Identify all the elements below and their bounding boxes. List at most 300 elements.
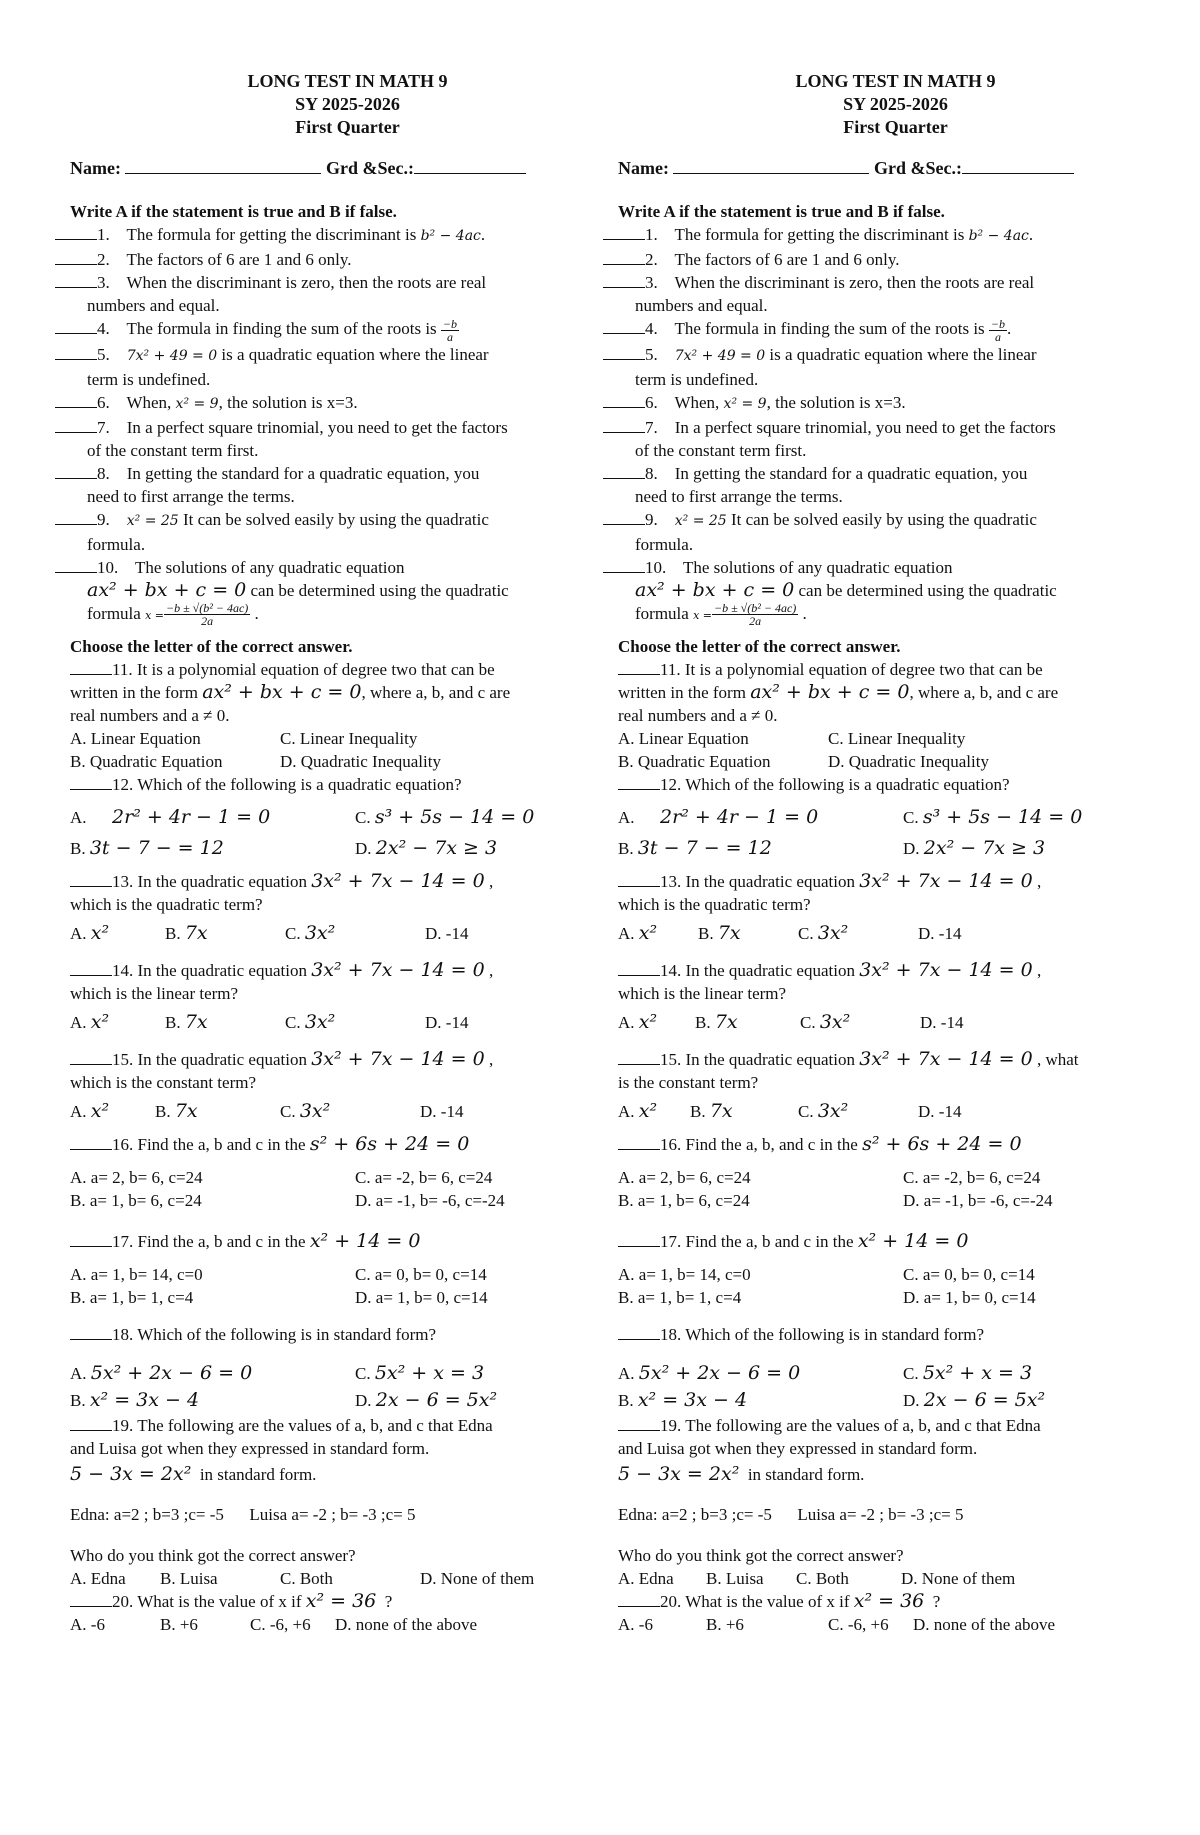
- option-b[interactable]: [155, 1100, 280, 1123]
- item-text: The formula for getting the discriminant is: [126, 225, 417, 244]
- option-c[interactable]: C. a= -2, b= 6, c=24: [355, 1168, 493, 1188]
- item-number: 19.: [112, 1416, 134, 1436]
- option-c[interactable]: [903, 802, 1148, 833]
- item-number: 1.: [645, 225, 658, 244]
- option-b[interactable]: B. Luisa: [706, 1569, 764, 1589]
- answer-blank[interactable]: [618, 961, 660, 976]
- math-expr: 7x: [184, 922, 208, 945]
- item-text: Which of the following is in standard form?: [685, 1325, 985, 1345]
- item-number: 17.: [660, 1232, 682, 1252]
- answer-blank[interactable]: [603, 418, 645, 433]
- option-a[interactable]: A. a= 1, b= 14, c=0: [70, 1265, 203, 1285]
- item-text: Find the a, b, and c in the: [685, 1135, 858, 1155]
- item-text: ,: [488, 961, 494, 981]
- option-c[interactable]: [285, 922, 425, 945]
- q17: [618, 1230, 1148, 1309]
- item-number: 13.: [112, 872, 134, 892]
- item-3-cont: numbers and equal.: [635, 296, 768, 315]
- name-label: Name:: [70, 158, 121, 178]
- q11: [70, 658, 600, 773]
- item-text: is the constant term?: [618, 1073, 759, 1093]
- item-text: It is a polynomial equation of degree two that can be: [684, 660, 1043, 680]
- math-expr: 3x² + 7x − 14 = 0: [311, 1048, 485, 1071]
- fraction-numerator: −b ± √(b² − 4ac): [166, 601, 249, 616]
- item-2: [603, 248, 1148, 271]
- option-label: A.: [618, 1364, 635, 1384]
- q17: [70, 1230, 600, 1309]
- q14: [618, 959, 1148, 1034]
- answer-blank[interactable]: [603, 345, 645, 360]
- math-expr: 3x²: [304, 1011, 336, 1034]
- part1-items: [55, 223, 600, 627]
- item-5: [603, 343, 1148, 368]
- option-text: -14: [445, 1013, 469, 1033]
- item-text: In a perfect square trinomial, you need to get the factors: [674, 417, 1056, 437]
- answer-blank[interactable]: [70, 1135, 112, 1150]
- test-copy-right: [618, 0, 1148, 1636]
- item-text: The following are the values of a, b, and c that Edna: [685, 1416, 1041, 1436]
- item-text: formula: [635, 603, 689, 623]
- math-expr: 5x² + x = 3: [374, 1362, 485, 1385]
- item-text: It can be solved easily by using the quadratic: [182, 509, 489, 529]
- item-number: 3.: [97, 273, 110, 292]
- item-9: [603, 508, 1148, 533]
- grade-blank[interactable]: [962, 157, 1074, 174]
- item-number: 18.: [660, 1325, 682, 1345]
- option-c[interactable]: C. Both: [280, 1569, 333, 1589]
- option-b[interactable]: [690, 1100, 798, 1123]
- option-label: A.: [618, 924, 635, 944]
- answer-blank[interactable]: [70, 961, 112, 976]
- answer-blank[interactable]: [603, 225, 645, 240]
- answer-blank[interactable]: [55, 345, 97, 360]
- item-number: 8.: [645, 463, 658, 483]
- option-d[interactable]: D. a= -1, b= -6, c=-24: [903, 1191, 1053, 1211]
- item-text: ?: [932, 1592, 941, 1612]
- math-expr: x² = 9: [175, 395, 219, 412]
- option-a[interactable]: A. a= 1, b= 14, c=0: [618, 1265, 751, 1285]
- option-c[interactable]: [798, 922, 918, 945]
- item-text: Which of the following is in standard form?: [137, 1325, 437, 1345]
- item-6: [603, 391, 1148, 416]
- item-text: , what: [1036, 1050, 1079, 1070]
- item-text: can be determined using the quadratic: [250, 580, 509, 600]
- part1-instruction: Write A if the statement is true and B if false.: [618, 202, 945, 221]
- option-c[interactable]: C. -6, +6: [250, 1615, 311, 1635]
- item-text: in standard form.: [747, 1465, 865, 1485]
- item-number: 3.: [645, 273, 658, 292]
- q13: [618, 870, 1148, 945]
- option-a[interactable]: [70, 1360, 355, 1387]
- option-d[interactable]: D. none of the above: [913, 1615, 1056, 1635]
- option-b[interactable]: B. a= 1, b= 6, c=24: [618, 1191, 750, 1211]
- math-expr: ax² + bx + c = 0: [635, 578, 795, 601]
- option-text: -14: [938, 924, 962, 944]
- option-a[interactable]: A. Edna: [618, 1569, 674, 1589]
- answer-blank[interactable]: [603, 464, 645, 479]
- item-6: [55, 391, 600, 416]
- item-text: When,: [674, 392, 720, 412]
- option-c[interactable]: [355, 1360, 600, 1387]
- item-number: 11.: [660, 660, 681, 680]
- math-expr: 5x² + 2x − 6 = 0: [638, 1362, 801, 1385]
- item-9-cont: formula.: [87, 534, 146, 554]
- option-c[interactable]: C. Both: [796, 1569, 849, 1589]
- item-text: , where a, b, and c are: [361, 683, 511, 703]
- option-a[interactable]: [618, 1011, 695, 1034]
- item-8: [55, 462, 600, 485]
- option-label: C.: [798, 1102, 814, 1122]
- math-expr: 7x: [184, 1011, 208, 1034]
- answer-blank[interactable]: [70, 872, 112, 887]
- fraction: [989, 318, 1007, 343]
- answer-blank[interactable]: [55, 510, 97, 525]
- answer-blank[interactable]: [55, 273, 97, 288]
- item-2: [55, 248, 600, 271]
- fraction: [441, 318, 459, 343]
- option-a[interactable]: [618, 802, 903, 833]
- option-b[interactable]: B. Quadratic Equation: [70, 752, 223, 772]
- option-a[interactable]: A. -6: [618, 1615, 653, 1635]
- part1-instruction: Write A if the statement is true and B if false.: [70, 202, 397, 221]
- answer-blank[interactable]: [70, 1232, 112, 1247]
- item-8: [603, 462, 1148, 485]
- item-text: The following are the values of a, b, and c that Edna: [137, 1416, 493, 1436]
- option-b[interactable]: B. +6: [160, 1615, 198, 1635]
- math-expr: x²: [638, 922, 658, 945]
- item-3-cont: numbers and equal.: [87, 296, 220, 315]
- name-blank[interactable]: [125, 157, 321, 174]
- answer-blank[interactable]: [603, 393, 645, 408]
- option-label: D.: [903, 1391, 920, 1411]
- q19: [70, 1414, 600, 1590]
- item-text: .: [480, 225, 486, 244]
- option-label: C.: [355, 1364, 371, 1384]
- option-label: D.: [425, 1013, 442, 1033]
- option-b[interactable]: B. Quadratic Equation: [618, 752, 771, 772]
- option-a[interactable]: A. -6: [70, 1615, 105, 1635]
- math-expr: 2x − 6 = 5x²: [375, 1389, 498, 1412]
- test-copy-left: [70, 0, 600, 1636]
- q19: [618, 1414, 1148, 1590]
- item-text: What is the value of x if: [137, 1592, 302, 1612]
- answer-blank[interactable]: [70, 1416, 112, 1431]
- item-text: .: [1028, 225, 1034, 244]
- option-c[interactable]: [798, 1100, 918, 1123]
- math-expr: 2r² + 4r − 1 = 0: [112, 806, 271, 829]
- option-b[interactable]: B. a= 1, b= 1, c=4: [70, 1288, 194, 1308]
- math-expr: 3x²: [817, 922, 849, 945]
- option-b[interactable]: B. +6: [706, 1615, 744, 1635]
- option-label: A.: [70, 1364, 87, 1384]
- option-b[interactable]: [165, 922, 285, 945]
- answer-blank[interactable]: [55, 250, 97, 265]
- option-c[interactable]: C. a= 0, b= 0, c=14: [903, 1265, 1035, 1285]
- math-expr: 3t − 7 − = 12: [89, 837, 224, 860]
- item-9-cont: formula.: [635, 534, 694, 554]
- item-text: In the quadratic equation: [137, 872, 307, 892]
- answer-blank[interactable]: [618, 775, 660, 790]
- option-text: -14: [938, 1102, 962, 1122]
- grade-label: Grd &Sec.:: [873, 158, 962, 178]
- math-expr: 3x² + 7x − 14 = 0: [311, 959, 485, 982]
- school-year: SY 2025-2026: [295, 94, 400, 114]
- option-d[interactable]: [918, 922, 1093, 945]
- option-label: C.: [285, 924, 301, 944]
- option-d[interactable]: D. None of them: [901, 1569, 1016, 1589]
- option-b[interactable]: [695, 1011, 800, 1034]
- answer-blank[interactable]: [603, 273, 645, 288]
- math-expr: x²: [90, 1100, 110, 1123]
- item-text: Which of the following is a quadratic equation?: [137, 775, 462, 795]
- item-text: It can be solved easily by using the quadratic: [730, 509, 1037, 529]
- option-b[interactable]: [70, 1387, 355, 1414]
- option-b[interactable]: [165, 1011, 285, 1034]
- option-d[interactable]: D. a= 1, b= 0, c=14: [903, 1288, 1036, 1308]
- option-label: A.: [70, 1013, 87, 1033]
- item-number: 17.: [112, 1232, 134, 1252]
- option-a[interactable]: A. a= 2, b= 6, c=24: [70, 1168, 203, 1188]
- item-text: and Luisa got when they expressed in standard form.: [70, 1439, 430, 1459]
- option-a[interactable]: [70, 922, 165, 945]
- grade-blank[interactable]: [414, 157, 526, 174]
- item-9: [55, 508, 600, 533]
- answer-blank[interactable]: [55, 464, 97, 479]
- name-label: Name:: [618, 158, 669, 178]
- answer-blank[interactable]: [70, 775, 112, 790]
- option-d[interactable]: [920, 1011, 1095, 1034]
- option-d[interactable]: [355, 833, 600, 864]
- option-d[interactable]: D. Quadratic Inequality: [280, 752, 441, 772]
- math-expr: b² − 4ac: [420, 228, 481, 244]
- option-b[interactable]: [698, 922, 798, 945]
- item-text: It is a polynomial equation of degree two that can be: [136, 660, 495, 680]
- answer-blank[interactable]: [603, 558, 645, 573]
- q14: [70, 959, 600, 1034]
- answer-blank[interactable]: [70, 1050, 112, 1065]
- answer-blank[interactable]: [55, 225, 97, 240]
- option-b[interactable]: B. Luisa: [160, 1569, 218, 1589]
- answer-blank[interactable]: [618, 1416, 660, 1431]
- math-expr: 7x² + 49 = 0: [674, 347, 766, 364]
- answer-blank[interactable]: [618, 1325, 660, 1340]
- option-a[interactable]: [618, 1360, 903, 1387]
- item-text: In a perfect square trinomial, you need to get the factors: [126, 417, 508, 437]
- answer-blank[interactable]: [618, 660, 660, 675]
- option-d[interactable]: [420, 1100, 600, 1123]
- grade-label: Grd &Sec.:: [325, 158, 414, 178]
- item-10: [55, 556, 600, 579]
- answer-blank[interactable]: [618, 1050, 660, 1065]
- item-number: 12.: [112, 775, 134, 795]
- item-text: The formula in finding the sum of the roots is: [126, 319, 437, 338]
- option-label: C.: [903, 808, 919, 828]
- option-label: C.: [285, 1013, 301, 1033]
- option-a[interactable]: [70, 802, 355, 833]
- option-b[interactable]: B. a= 1, b= 1, c=4: [618, 1288, 742, 1308]
- part2-instruction: Choose the letter of the correct answer.: [70, 637, 353, 657]
- option-text: -14: [440, 1102, 464, 1122]
- math-expr: x² = 3x − 4: [89, 1389, 200, 1412]
- answer-blank[interactable]: [70, 660, 112, 675]
- item-number: 20.: [112, 1592, 134, 1612]
- option-label: A.: [70, 808, 87, 828]
- option-c[interactable]: [285, 1011, 425, 1034]
- item-text: When the discriminant is zero, then the roots are real: [126, 273, 487, 292]
- item-5-cont: term is undefined.: [87, 369, 211, 389]
- option-a[interactable]: A. Linear Equation: [618, 729, 749, 749]
- option-d[interactable]: D. None of them: [420, 1569, 535, 1589]
- option-d[interactable]: [918, 1100, 1098, 1123]
- item-number: 9.: [645, 509, 658, 529]
- item-number: 16.: [112, 1135, 134, 1155]
- math-expr: ax² + bx + c = 0: [750, 681, 910, 704]
- option-d[interactable]: [903, 833, 1148, 864]
- option-c[interactable]: [355, 802, 600, 833]
- option-d[interactable]: D. none of the above: [335, 1615, 478, 1635]
- math-expr: 3t − 7 − = 12: [637, 837, 772, 860]
- option-d[interactable]: [425, 1011, 600, 1034]
- item-10-cont: [55, 579, 600, 602]
- answer-blank[interactable]: [70, 1592, 112, 1607]
- option-a[interactable]: A. a= 2, b= 6, c=24: [618, 1168, 751, 1188]
- math-expr: x² = 36: [305, 1590, 377, 1613]
- option-b[interactable]: B. a= 1, b= 6, c=24: [70, 1191, 202, 1211]
- q16: [618, 1133, 1148, 1212]
- option-label: D.: [355, 839, 372, 859]
- name-row: [618, 157, 1148, 180]
- option-c[interactable]: [800, 1011, 920, 1034]
- option-a[interactable]: [618, 1100, 690, 1123]
- option-c[interactable]: [280, 1100, 420, 1123]
- item-7-cont: of the constant term first.: [87, 440, 259, 460]
- item-number: 2.: [645, 250, 658, 269]
- option-d[interactable]: D. a= -1, b= -6, c=-24: [355, 1191, 505, 1211]
- option-c[interactable]: C. Linear Inequality: [280, 729, 418, 749]
- item-3: [55, 271, 600, 294]
- option-c[interactable]: C. Linear Inequality: [828, 729, 966, 749]
- item-number: 1.: [97, 225, 110, 244]
- option-d[interactable]: [355, 1387, 600, 1414]
- item-text: , the solution is x=3.: [218, 392, 358, 412]
- answer-blank[interactable]: [603, 319, 645, 334]
- answer-blank[interactable]: [55, 558, 97, 573]
- math-expr: 7x² + 49 = 0: [126, 347, 218, 364]
- answer-blank[interactable]: [55, 393, 97, 408]
- math-expr: 3x² + 7x − 14 = 0: [859, 959, 1033, 982]
- option-label: D.: [918, 1102, 935, 1122]
- math-expr: s² + 6s + 24 = 0: [862, 1133, 1022, 1156]
- name-blank[interactable]: [673, 157, 869, 174]
- math-expr: x² = 9: [723, 395, 767, 412]
- item-number: 16.: [660, 1135, 682, 1155]
- edna-answer: Edna: a=2 ; b=3 ;c= -5: [618, 1505, 772, 1525]
- item-text: In the quadratic equation: [685, 872, 855, 892]
- answer-blank[interactable]: [603, 250, 645, 265]
- option-d[interactable]: D. a= 1, b= 0, c=14: [355, 1288, 488, 1308]
- math-expr: ax² + bx + c = 0: [202, 681, 362, 704]
- answer-blank[interactable]: [55, 418, 97, 433]
- quadratic-formula: [712, 602, 798, 627]
- math-expr: x² + 14 = 0: [309, 1230, 421, 1253]
- item-4: 4. The formula in finding the sum of the roots is $\frac{-b}{a}$ .: [603, 317, 1148, 343]
- fraction-denominator: a: [446, 329, 453, 344]
- option-d[interactable]: [903, 1387, 1148, 1414]
- answer-blank[interactable]: [618, 872, 660, 887]
- option-c[interactable]: C. a= -2, b= 6, c=24: [903, 1168, 1041, 1188]
- item-text: The factors of 6 are 1 and 6 only.: [126, 250, 352, 269]
- option-c[interactable]: C. -6, +6: [828, 1615, 889, 1635]
- math-expr: 7x: [717, 922, 741, 945]
- item-number: 11.: [112, 660, 133, 680]
- option-a[interactable]: [618, 922, 698, 945]
- item-text: In the quadratic equation: [685, 961, 855, 981]
- option-label: B.: [155, 1102, 171, 1122]
- answer-blank[interactable]: [618, 1232, 660, 1247]
- answer-blank[interactable]: [618, 1135, 660, 1150]
- option-a[interactable]: [70, 1100, 155, 1123]
- item-text: real numbers and a ≠ 0.: [70, 706, 230, 726]
- option-a[interactable]: A. Edna: [70, 1569, 126, 1589]
- option-d[interactable]: D. Quadratic Inequality: [828, 752, 989, 772]
- option-a[interactable]: A. Linear Equation: [70, 729, 201, 749]
- math-expr: x² + 14 = 0: [857, 1230, 969, 1253]
- item-text: which is the quadratic term?: [70, 895, 263, 915]
- answer-blank[interactable]: [55, 319, 97, 334]
- answer-blank[interactable]: [70, 1325, 112, 1340]
- option-a[interactable]: [70, 1011, 165, 1034]
- math-expr: x²: [90, 1011, 110, 1034]
- math-expr: b² − 4ac: [968, 228, 1029, 244]
- answer-blank[interactable]: [603, 510, 645, 525]
- item-1: [55, 223, 600, 248]
- item-text: which is the linear term?: [70, 984, 239, 1004]
- name-row: [70, 157, 600, 180]
- math-expr: 3x²: [304, 922, 336, 945]
- item-7-cont: of the constant term first.: [635, 440, 807, 460]
- option-label: B.: [618, 1391, 634, 1411]
- option-label: A.: [618, 1102, 635, 1122]
- math-expr: 5x² + x = 3: [922, 1362, 1033, 1385]
- math-expr: 2r² + 4r − 1 = 0: [660, 806, 819, 829]
- item-text: When the discriminant is zero, then the roots are real: [674, 273, 1035, 292]
- math-expr: 3x²: [817, 1100, 849, 1123]
- math-expr: 5x² + 2x − 6 = 0: [90, 1362, 253, 1385]
- option-b[interactable]: [618, 833, 903, 864]
- item-10-formula: formula x = $\frac{\text{−b ± √(b² − 4ac)}}{2a}$ .: [87, 601, 259, 629]
- option-label: D.: [918, 924, 935, 944]
- fraction-numerator: −b: [990, 316, 1006, 331]
- math-expr: 5 − 3x = 2x²: [618, 1463, 740, 1486]
- q11: [618, 658, 1148, 773]
- option-c[interactable]: C. a= 0, b= 0, c=14: [355, 1265, 487, 1285]
- option-d[interactable]: [425, 922, 600, 945]
- item-number: 15.: [112, 1050, 134, 1070]
- item-8-cont: need to first arrange the terms.: [87, 486, 295, 506]
- q20: [618, 1590, 1148, 1636]
- item-text: written in the form: [70, 683, 198, 703]
- answer-blank[interactable]: [618, 1592, 660, 1607]
- part2-instruction: Choose the letter of the correct answer.: [618, 637, 901, 657]
- math-expr: x² = 25: [674, 512, 727, 529]
- quarter: First Quarter: [843, 117, 948, 137]
- option-b[interactable]: [618, 1387, 903, 1414]
- option-c[interactable]: [903, 1360, 1148, 1387]
- item-text: The solutions of any quadratic equation: [682, 557, 953, 577]
- option-label: C.: [800, 1013, 816, 1033]
- option-b[interactable]: [70, 833, 355, 864]
- item-text: real numbers and a ≠ 0.: [618, 706, 778, 726]
